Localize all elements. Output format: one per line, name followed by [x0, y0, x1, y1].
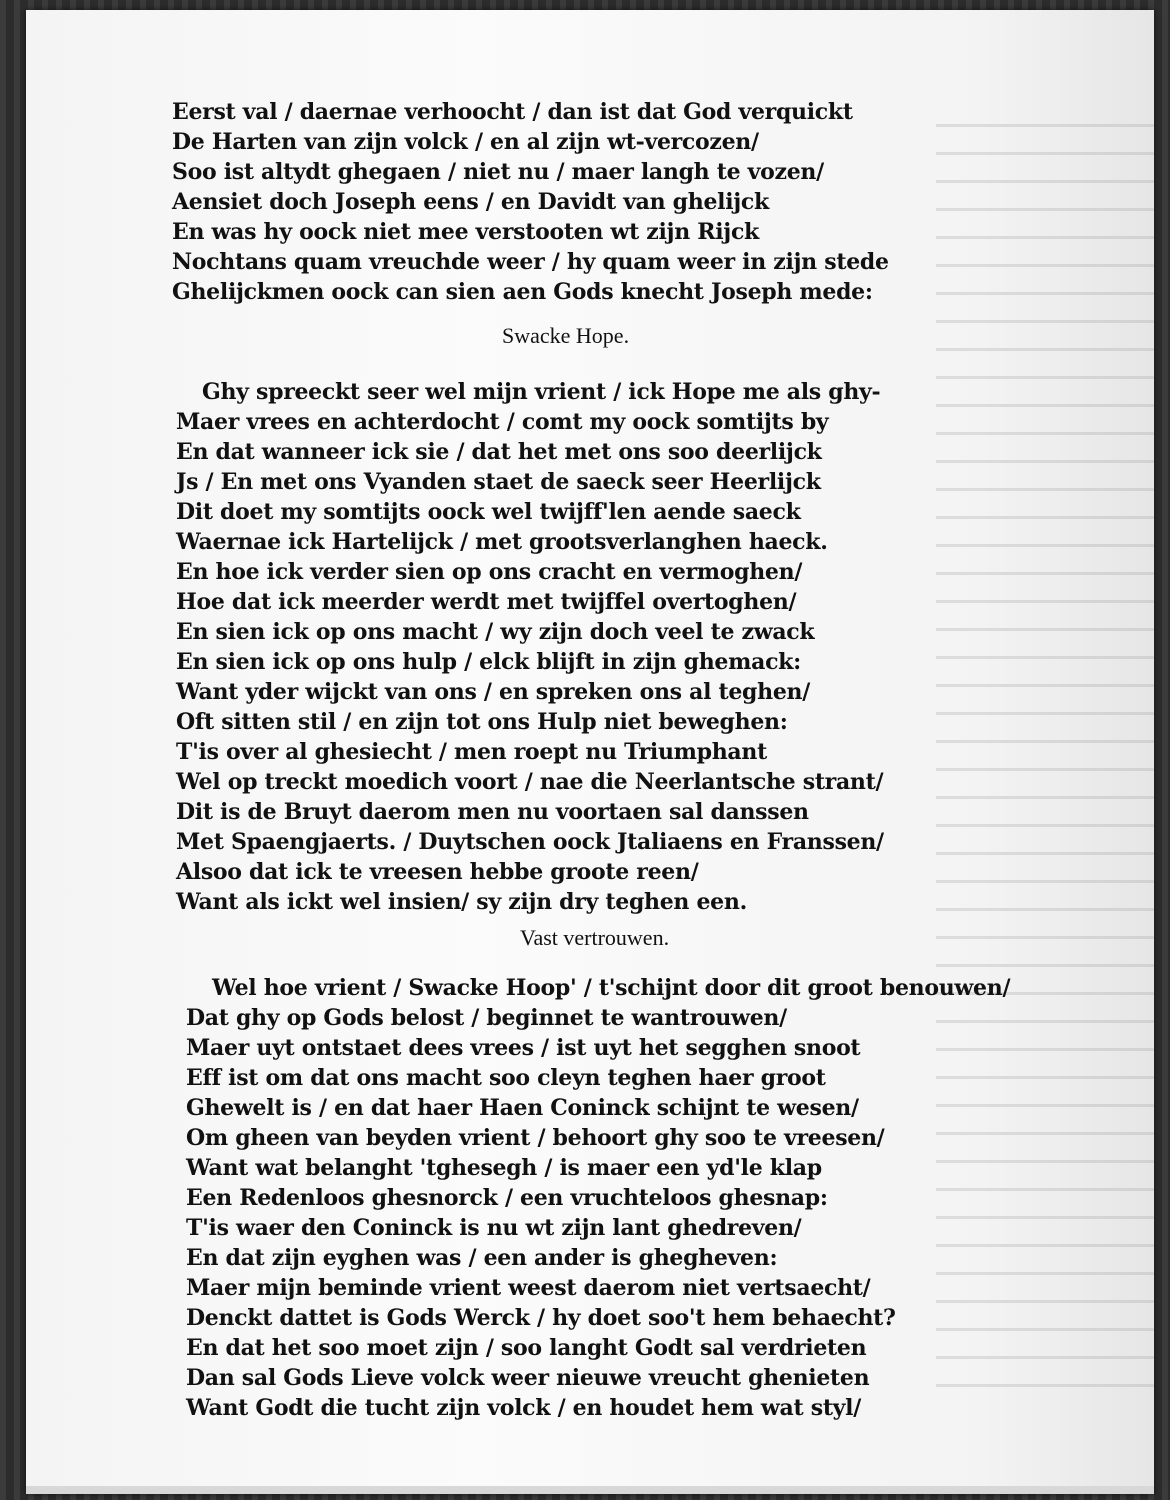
text-line: Om gheen van beyden vrient / behoort ghy soo te vreesen/	[186, 1125, 885, 1151]
text-line: Hoe dat ick meerder werdt met twijffel overtoghen/	[176, 589, 797, 615]
text-line: Dat ghy op Gods belost / beginnet te wantrouwen/	[186, 1005, 787, 1031]
text-line: En hoe ick verder sien op ons cracht en vermoghen/	[176, 559, 803, 585]
text-line: Eff ist om dat ons macht soo cleyn teghen haer groot	[186, 1065, 826, 1091]
text-line: Nochtans quam vreuchde weer / hy quam weer in zijn stede	[172, 249, 889, 275]
text-line: Ghy spreeckt seer wel mijn vrient / ick Hope me als ghy-	[202, 379, 881, 405]
text-line: Maer vrees en achterdocht / comt my oock somtijts by	[176, 409, 829, 435]
text-line: Oft sitten stil / en zijn tot ons Hulp niet beweghen:	[176, 709, 788, 735]
text-line: Denckt dattet is Gods Werck / hy doet soo't hem behaecht?	[186, 1305, 896, 1331]
page-text	[26, 10, 1154, 1494]
text-line: T'is waer den Coninck is nu wt zijn lant ghedreven/	[186, 1215, 802, 1241]
text-line: En sien ick op ons hulp / elck blijft in zijn ghemack:	[176, 649, 801, 675]
text-line: Want yder wijckt van ons / en spreken ons al teghen/	[176, 679, 810, 705]
text-line: Aensiet doch Joseph eens / en Davidt van ghelijck	[172, 189, 769, 215]
text-line: En dat het soo moet zijn / soo langht Godt sal verdrieten	[186, 1335, 867, 1361]
text-line: En was hy oock niet mee verstooten wt zijn Rijck	[172, 219, 759, 245]
text-line: Dit doet my somtijts oock wel twijff'len aende saeck	[176, 499, 801, 525]
text-line: Een Redenloos ghesnorck / een vruchteloos ghesnap:	[186, 1185, 828, 1211]
text-line: De Harten van zijn volck / en al zijn wt-vercozen/	[172, 129, 759, 155]
section-heading: Vast vertrouwen.	[520, 925, 670, 950]
text-line: En dat wanneer ick sie / dat het met ons soo deerlijck	[176, 439, 822, 465]
text-line: Wel hoe vrient / Swacke Hoop' / t'schijnt door dit groot benouwen/	[212, 975, 1011, 1001]
text-line: Want als ickt wel insien/ sy zijn dry teghen een.	[176, 889, 747, 915]
text-line: Maer uyt ontstaet dees vrees / ist uyt het segghen snoot	[186, 1035, 861, 1061]
text-line: Met Spaengjaerts. / Duytschen oock Jtaliaens en Franssen/	[176, 829, 884, 855]
text-line: Wel op treckt moedich voort / nae die Neerlantsche strant/	[176, 769, 884, 795]
text-line: Maer mijn beminde vrient weest daerom niet vertsaecht/	[186, 1275, 871, 1301]
page-bottom-edge	[26, 1486, 1154, 1494]
text-line: Dit is de Bruyt daerom men nu voortaen sal danssen	[176, 799, 809, 825]
document-page	[26, 10, 1154, 1494]
text-line: En dat zijn eyghen was / een ander is ghegheven:	[186, 1245, 778, 1271]
text-line: Eerst val / daernae verhoocht / dan ist dat God verquickt	[172, 99, 853, 125]
text-line: Dan sal Gods Lieve volck weer nieuwe vreucht ghenieten	[186, 1365, 870, 1391]
text-line: Waernae ick Hartelijck / met grootsverlanghen haeck.	[176, 529, 828, 555]
text-line: Ghelijckmen oock can sien aen Gods knecht Joseph mede:	[172, 279, 873, 305]
text-line: Want Godt die tucht zijn volck / en houdet hem wat styl/	[186, 1395, 861, 1421]
text-line: En sien ick op ons macht / wy zijn doch veel te zwack	[176, 619, 815, 645]
text-line: T'is over al ghesiecht / men roept nu Triumphant	[176, 739, 767, 765]
text-line: Js / En met ons Vyanden staet de saeck seer Heerlijck	[176, 469, 821, 495]
text-line: Soo ist altydt ghegaen / niet nu / maer langh te vozen/	[172, 159, 824, 185]
section-heading: Swacke Hope.	[502, 323, 630, 348]
text-line: Want wat belanght 'tghesegh / is maer een yd'le klap	[186, 1155, 822, 1181]
text-line: Ghewelt is / en dat haer Haen Coninck schijnt te wesen/	[186, 1095, 859, 1121]
text-line: Alsoo dat ick te vreesen hebbe groote reen/	[176, 859, 699, 885]
